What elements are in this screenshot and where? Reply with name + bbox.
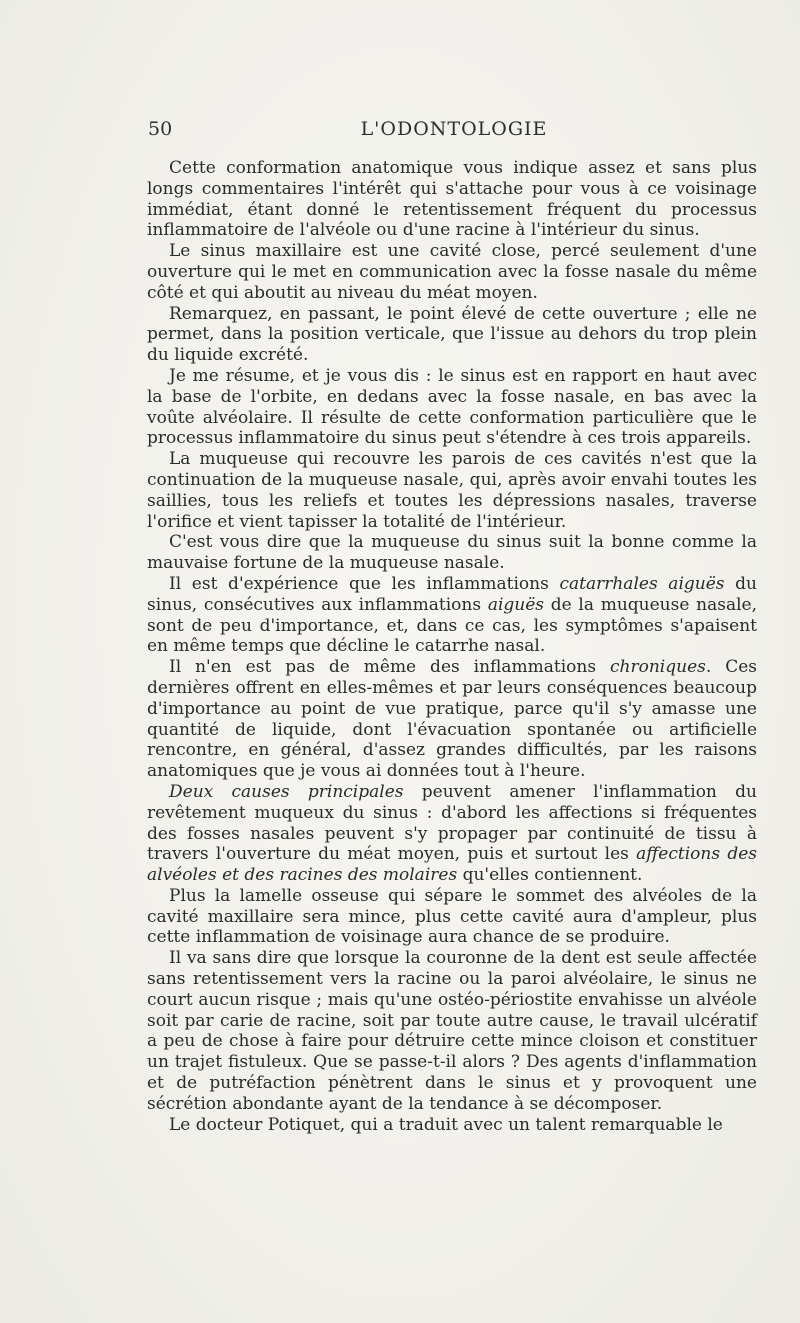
paragraph	[147, 886, 757, 948]
text-run: Remarquez, en passant, le point élevé de cette ouverture ; elle ne permet, dans la position verticale, que l'issue au dehors du trop plein du liquide excrété.	[147, 303, 757, 366]
paragraph	[147, 657, 757, 782]
paragraph	[147, 782, 757, 886]
text-run: de la muqueuse nasale, sont de peu d'importance, et, dans ce cas, les symptômes s'apaisent en même temps que décline le catarrhe nasal.	[147, 594, 757, 657]
italic-text: affections des alvéoles et des racines des molaires	[147, 844, 757, 886]
text-run: La muqueuse qui recouvre les parois de ces cavités n'est que la continuation de la muqueuse nasale, qui, après avoir envahi toutes les saillies, tous les reliefs et toutes les dépressions nasales, traverse l'orifice et vient tapisser la totalité de l'intérieur.	[147, 449, 757, 532]
paragraph	[147, 1115, 757, 1136]
text-run: Je me résume, et je vous dis : le sinus est en rapport en haut avec la base de l'orbite, en dedans avec la fosse nasale, en bas avec la voûte alvéolaire. Il résulte de cette conformation particulière que le processus inflammatoire du sinus peut s'étendre à ces trois appareils.	[147, 365, 757, 449]
text-run: peuvent amener l'inflammation du revêtement muqueux du sinus : d'abord les affections si fréquentes des fosses nasales peuvent s'y propager par continuité de tissu à travers l'ouverture du méat moyen, puis et surtout les	[147, 781, 757, 865]
italic-text: aiguës	[487, 594, 545, 615]
text-run: qu'elles contiennent.	[457, 865, 643, 886]
text-run: . Ces dernières offrent en elles-mêmes et par leurs conséquences beaucoup d'importance au point de vue pratique, parce qu'il s'y amasse une quantité de liquide, dont l'évacuation spontanée ou artificielle rencontre, en général, d'assez grandes difficultés, par les raisons anatomiques que je vous ai données tout à l'heure.	[147, 657, 757, 782]
paragraph	[147, 948, 757, 1114]
italic-text: catarrhales aiguës	[559, 573, 725, 594]
italic-text: Deux causes principales	[169, 781, 404, 802]
text-run: Il est d'expérience que les inflammations	[169, 573, 560, 594]
running-title: L'ODONTOLOGIE	[360, 118, 548, 140]
page-header	[148, 118, 760, 150]
paragraph	[147, 449, 757, 532]
body-text	[147, 158, 757, 1135]
text-run: du sinus, consécutives aux inflammations	[147, 573, 757, 615]
text-run: Plus la lamelle osseuse qui sépare le sommet des alvéoles de la cavité maxillaire sera mince, plus cette cavité aura d'ampleur, plus cette inflammation de voisinage aura chance de se produire.	[147, 885, 757, 948]
text-run: C'est vous dire que la muqueuse du sinus suit la bonne comme la mauvaise fortune de la muqueuse nasale.	[147, 532, 757, 574]
paragraph	[147, 366, 757, 449]
italic-text: chroniques	[610, 657, 706, 678]
paragraph	[147, 241, 757, 303]
paragraph	[147, 304, 757, 366]
text-run: Cette conformation anatomique vous indique assez et sans plus longs commentaires l'intérêt qui s'attache pour vous à ce voisinage immédiat, étant donné le retentissement fréquent du processus inflammatoire de l'alvéole ou d'une racine à l'intérieur du sinus.	[147, 158, 757, 241]
text-run: Il n'en est pas de même des inflammations	[169, 657, 611, 678]
text-run: Il va sans dire que lorsque la couronne de la dent est seule affectée sans retentissement vers la racine ou la paroi alvéolaire, le sinus ne court aucun risque ; mais qu'une ostéo-périostite envahisse un alvéole soit par carie de racine, soit par toute autre cause, le travail ulcératif a peu de chose à faire pour détruire cette mince cloison et constituer un trajet fistuleux. Que se passe-t-il alors ? Des agents d'inflammation et de putréfaction pénètrent dans le sinus et y provoquent une sécrétion abondante ayant de la tendance à se décomposer.	[147, 948, 757, 1114]
text-run: Le docteur Potiquet, qui a traduit avec un talent remarquable le	[169, 1114, 723, 1135]
paragraph	[147, 158, 757, 241]
paragraph	[147, 532, 757, 574]
paragraph	[147, 574, 757, 657]
page-number: 50	[148, 118, 173, 140]
text-run: Le sinus maxillaire est une cavité close, percé seulement d'une ouverture qui le met en communication avec la fosse nasale du même côté et qui aboutit au niveau du méat moyen.	[147, 241, 757, 303]
